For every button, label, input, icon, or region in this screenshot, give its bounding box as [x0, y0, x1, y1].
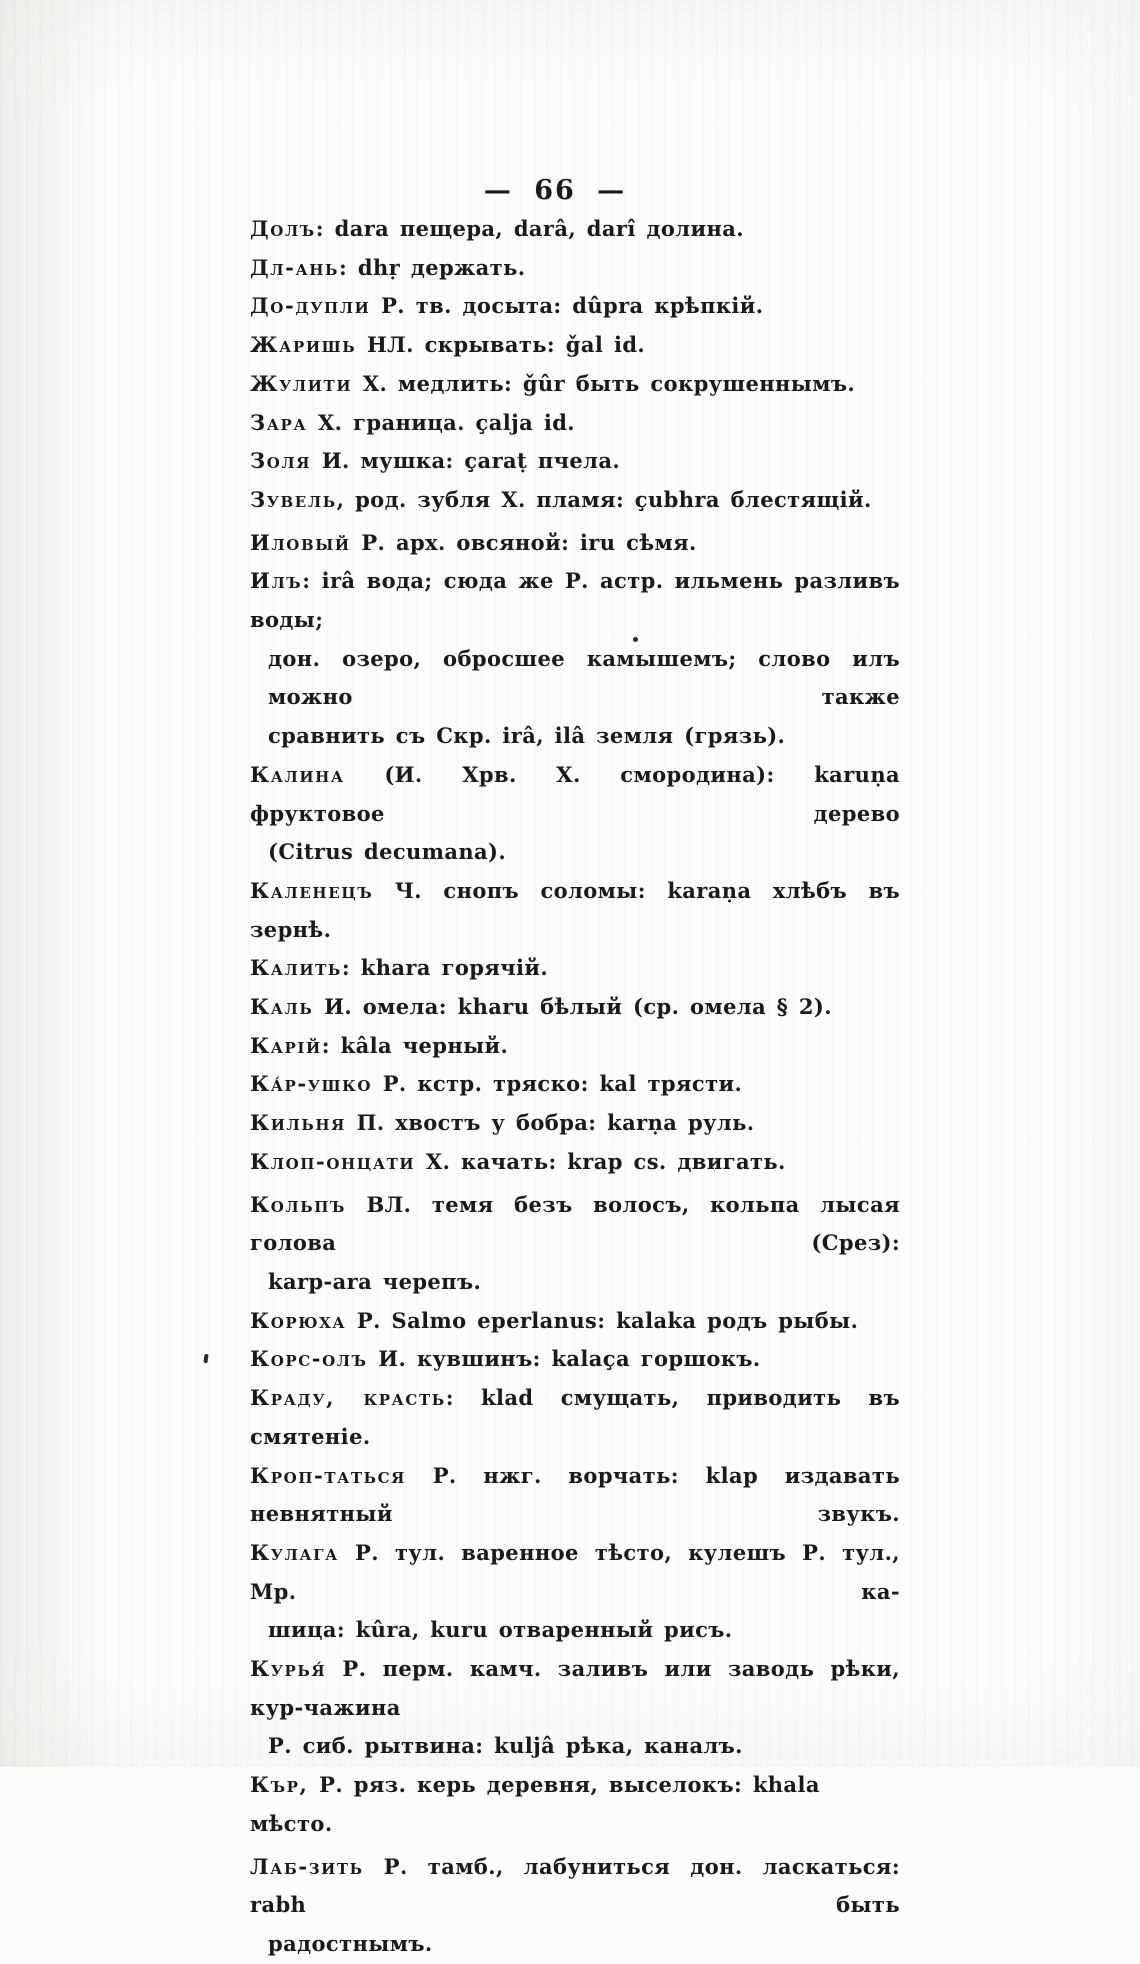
- entry-text: сравнить съ Скр. irâ, ilâ земля (грязь).: [268, 723, 786, 749]
- entry-headword: До-дупли: [250, 293, 371, 319]
- dictionary-line: [250, 524, 900, 563]
- entry-headword: Каль: [250, 994, 314, 1020]
- entry-text: И. кувшинъ: kalaça горшокъ.: [367, 1346, 761, 1372]
- dictionary-line: [250, 640, 900, 717]
- entry-headword: Кильня: [250, 1110, 346, 1136]
- dictionary-line: [250, 949, 900, 988]
- dictionary-line: [250, 365, 900, 404]
- entry-text: Х. качать: krap cs. двигать.: [415, 1148, 786, 1174]
- entry-text: радостнымъ.: [268, 1930, 433, 1956]
- dictionary-line: [250, 1302, 900, 1341]
- dictionary-line: [250, 481, 900, 520]
- entry-text: Р. арх. овсяной: iru сѣмя.: [350, 529, 697, 555]
- entry-text: П. хвостъ у бобра: karṇa руль.: [345, 1110, 755, 1136]
- entry-headword: Каленецъ: [250, 877, 374, 903]
- entry-headword: Клоп-онцати: [250, 1148, 416, 1174]
- dictionary-line: [250, 756, 900, 833]
- dictionary-line: [250, 1848, 900, 1925]
- entry-headword: Зувель: [250, 486, 337, 512]
- dictionary-line: [250, 1340, 900, 1379]
- entry-text: ВЛ. темя безъ волосъ, кольпа лысая голова (Срез):: [250, 1191, 900, 1256]
- entry-text: , род. зубля Х. пламя: çubhra блестящій.: [336, 486, 872, 512]
- entry-headword: Ка́р-ушко: [250, 1071, 373, 1097]
- entry-text: : dhṛ держать.: [339, 254, 526, 280]
- entry-headword: Илъ: [250, 568, 303, 594]
- dictionary-line: [250, 1727, 900, 1766]
- entry-headword: Калить: [250, 955, 342, 981]
- entry-headword: Жаришь: [250, 332, 357, 358]
- entry-headword: Кроп-таться: [250, 1462, 407, 1488]
- entry-headword: Долъ: [250, 216, 316, 241]
- entry-text: : irâ вода; сюда же Р. астр. ильмень разливъ воды;: [250, 568, 900, 633]
- entry-text: Р. кстр. тряско: kal трясти.: [372, 1071, 743, 1097]
- ink-speck: [633, 637, 638, 642]
- entry-headword: Золя: [250, 448, 312, 474]
- entry-headword: Зара: [250, 409, 308, 435]
- entry-text: Ч. снопъ соломы: karaṇa хлѣбъ въ зернѣ.: [250, 877, 900, 942]
- dictionary-line: [250, 1457, 900, 1534]
- entry-headword: Корюха: [250, 1307, 347, 1333]
- entry-text: И. мушка: çaraṭ пчела.: [311, 448, 621, 474]
- entry-text: Р. тамб., лабуниться дон. ласкаться: rabh быть: [250, 1853, 900, 1918]
- entry-text: Р. тул. варенное тѣсто, кулешъ Р. тул., Мр. ка-: [250, 1539, 900, 1604]
- entry-text: Р. тв. досыта: dûpra крѣпкій.: [370, 293, 764, 319]
- dictionary-line: [250, 1143, 900, 1182]
- dictionary-line: [250, 988, 900, 1027]
- entry-text: Р. Salmo eperlanus: kalaka родъ рыбы.: [346, 1307, 859, 1333]
- dictionary-line: [250, 442, 900, 481]
- entry-headword: Кър,: [250, 1772, 309, 1798]
- dictionary-line: [250, 562, 900, 639]
- entry-text: : klad смущать, приводить въ смятеніе.: [250, 1385, 900, 1449]
- entry-text: karp-ara черепъ.: [268, 1268, 482, 1294]
- dictionary-line: [250, 249, 900, 288]
- dictionary-line: [250, 872, 900, 949]
- entry-text: Р. сиб. рытвина: kuljâ рѣка, каналъ.: [268, 1733, 743, 1759]
- entry-headword: Дл-ань: [250, 254, 340, 280]
- entry-text: НЛ. скрывать: ǧal id.: [356, 332, 646, 358]
- entry-headword: Жулити: [250, 370, 353, 396]
- entry-headword: Иловый: [250, 529, 351, 555]
- dictionary-line: [250, 287, 900, 326]
- dictionary-line: [250, 1379, 900, 1456]
- entry-text: Х. медлить: ǧûr быть сокрушеннымъ.: [352, 370, 856, 396]
- entry-headword: Корс-олъ: [250, 1346, 368, 1372]
- entry-text: : kâla черный.: [321, 1032, 509, 1058]
- ink-speck: [203, 1354, 208, 1363]
- text-block: [250, 210, 900, 1964]
- dictionary-line: [250, 717, 900, 756]
- entry-text: шица: kûra, kuru отваренный рисъ.: [268, 1617, 733, 1643]
- entry-headword: Курья́: [250, 1656, 327, 1682]
- entry-text: : khara горячій.: [341, 955, 549, 981]
- entry-headword: Кольпъ: [250, 1191, 346, 1217]
- entry-headword: Калина: [250, 761, 345, 787]
- page-number: — 66 —: [483, 175, 627, 206]
- entry-text: Р. ряз. керь деревня, выселокъ: khala мѣсто.: [250, 1772, 820, 1836]
- entry-text: : dara пещера, darâ, darî долина.: [315, 216, 744, 241]
- dictionary-line: [250, 1027, 900, 1066]
- dictionary-line: [250, 1534, 900, 1611]
- entry-text: (И. Хрв. Х. смородина): karuṇa фруктовое дерево: [250, 761, 900, 826]
- entry-text: Х. граница. çalja id.: [307, 409, 576, 435]
- dictionary-line: [250, 326, 900, 365]
- dictionary-line: [250, 404, 900, 443]
- entry-text: Р. нжг. ворчать: klap издавать невнятный звукъ.: [250, 1462, 900, 1527]
- dictionary-line: [250, 210, 900, 249]
- dictionary-line: [250, 1065, 900, 1104]
- entry-headword: Карій: [250, 1032, 322, 1058]
- entry-headword: Кулага: [250, 1539, 339, 1565]
- entry-text: дон. озеро, обросшее камышемъ; слово илъ можно также: [268, 645, 900, 710]
- dictionary-line: [250, 1650, 900, 1727]
- dictionary-line: [250, 1186, 900, 1263]
- entry-text: (Citrus decumana).: [268, 839, 507, 865]
- dictionary-line: [250, 833, 900, 872]
- dictionary-line: [250, 1766, 900, 1843]
- entry-headword: Краду, красть: [250, 1385, 446, 1411]
- entry-text: Р. перм. камч. заливъ или заводь рѣки, кур-чажина: [250, 1656, 900, 1720]
- dictionary-line: [250, 1925, 900, 1964]
- entry-headword: Лаб-зить: [250, 1853, 364, 1879]
- dictionary-line: [250, 1104, 900, 1143]
- dictionary-line: [250, 1263, 900, 1302]
- entry-text: И. омела: kharu бѣлый (ср. омела § 2).: [313, 994, 832, 1020]
- dictionary-line: [250, 1611, 900, 1650]
